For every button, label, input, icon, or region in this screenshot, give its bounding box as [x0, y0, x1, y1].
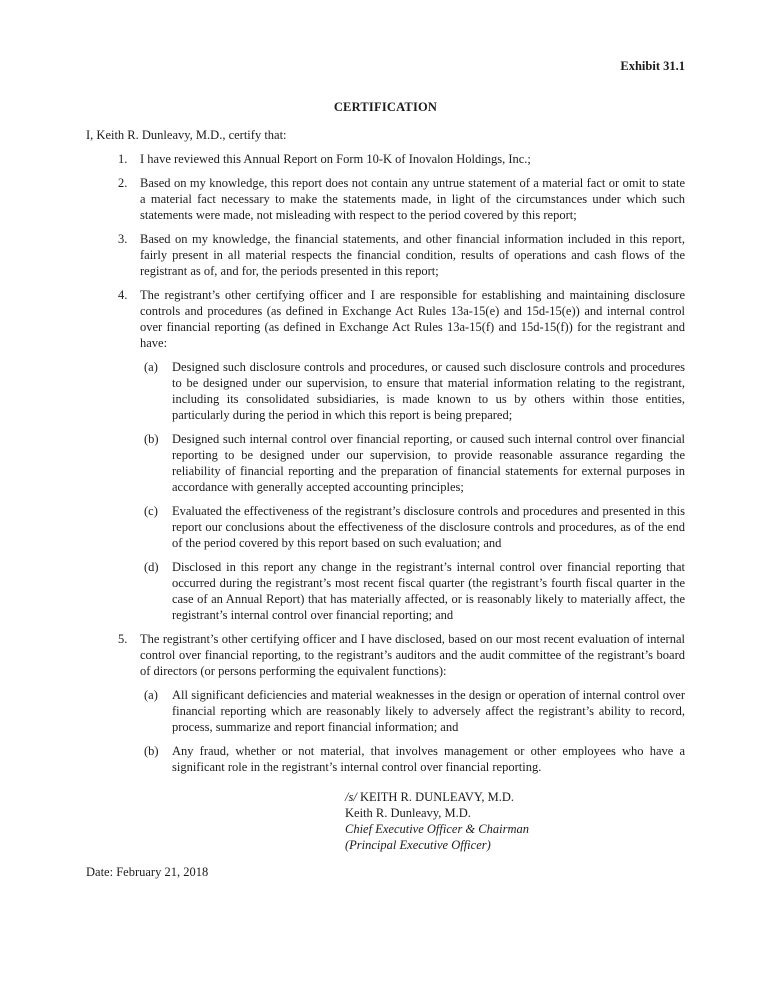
certify-intro-line: I, Keith R. Dunleavy, M.D., certify that:	[86, 128, 287, 142]
list-item-4d-label: (d)	[144, 560, 159, 574]
list-item-1-text: I have reviewed this Annual Report on Form 10-K of Inovalon Holdings, Inc.;	[140, 152, 531, 166]
list-item-4a-label: (a)	[144, 360, 158, 374]
list-item-4c-label: (c)	[144, 504, 158, 518]
signature-sig-line	[345, 789, 685, 805]
list-item-1-number: 1.	[118, 152, 128, 166]
list-item-5	[86, 631, 685, 679]
list-item-4a	[86, 359, 685, 423]
date-line: Date: February 21, 2018	[86, 865, 209, 879]
list-item-5b-label: (b)	[144, 744, 159, 758]
list-item-5-text: The registrant’s other certifying officer and I have disclosed, based on our most recent evaluation of internal control over financial reporting, to the registrant’s auditors and the audit committee of the registrant’s board of directors (or persons performing the equivalent functions):	[140, 632, 685, 678]
list-item-2	[86, 175, 685, 223]
signature-slash-s: /s/	[345, 790, 357, 804]
list-item-5a	[86, 687, 685, 735]
list-item-5a-label: (a)	[144, 688, 158, 702]
list-item-5a-text: All significant deficiencies and material weaknesses in the design or operation of internal control over financial reporting which are reasonably likely to adversely affect the registrant’s ability to record, process, summarize and report financial information; and	[172, 688, 685, 734]
list-item-4b	[86, 431, 685, 495]
signature-block	[345, 789, 685, 853]
list-item-4d-text: Disclosed in this report any change in the registrant’s internal control over financial reporting that occurred during the registrant’s most recent fiscal quarter (the registrant’s fourth fiscal quarter in the case of an Annual Report) that has materially affected, or is reasonably likely to materially affect, the registrant’s internal control over financial reporting; and	[172, 560, 685, 622]
list-item-4c-text: Evaluated the effectiveness of the registrant’s disclosure controls and procedures and presented in this report our conclusions about the effectiveness of the disclosure controls and procedures, as of the end of the period covered by this report based on such evaluation; and	[172, 504, 685, 550]
list-item-5b-text: Any fraud, whether or not material, that involves management or other employees who have a significant role in the registrant’s internal control over financial reporting.	[172, 744, 685, 774]
list-item-4b-label: (b)	[144, 432, 159, 446]
list-item-4b-text: Designed such internal control over financial reporting, or caused such internal control over financial reporting to be designed under our supervision, to provide reasonable assurance regarding the reliability of financial reporting and the preparation of financial statements for external purposes in accordance with generally accepted accounting principles;	[172, 432, 685, 494]
list-item-4c	[86, 503, 685, 551]
list-item-2-text: Based on my knowledge, this report does not contain any untrue statement of a material fact or omit to state a material fact necessary to make the statements made, in light of the circumstances under which such statements were made, not misleading with respect to the period covered by this report;	[140, 176, 685, 222]
document-title: CERTIFICATION	[333, 100, 438, 114]
list-item-3-text: Based on my knowledge, the financial statements, and other financial information included in this report, fairly present in all material respects the financial condition, results of operations and cash flows of the registrant as of, and for, the periods presented in this report;	[140, 232, 685, 278]
signature-printed-name: Keith R. Dunleavy, M.D.	[345, 806, 471, 820]
list-item-3-number: 3.	[118, 232, 128, 246]
list-item-2-number: 2.	[118, 176, 128, 190]
signature-sig-name: KEITH R. DUNLEAVY, M.D.	[356, 790, 514, 804]
list-item-4	[86, 287, 685, 351]
list-item-5-number: 5.	[118, 632, 128, 646]
list-item-5b	[86, 743, 685, 775]
list-item-3	[86, 231, 685, 279]
list-item-1	[86, 151, 685, 167]
exhibit-label: Exhibit 31.1	[620, 59, 685, 73]
list-item-4d	[86, 559, 685, 623]
list-item-4-text: The registrant’s other certifying officer and I are responsible for establishing and maintaining disclosure controls and procedures (as defined in Exchange Act Rules 13a-15(e) and 15d-15(e)) and internal control over financial reporting (as defined in Exchange Act Rules 13a-15(f) and 15d-15(f)) for the registrant and have:	[140, 288, 685, 350]
list-item-4a-text: Designed such disclosure controls and procedures, or caused such disclosure controls and procedures to be designed under our supervision, to ensure that material information relating to the registrant, including its consolidated subsidiaries, is made known to us by others within those entities, particularly during the period in which this report is being prepared;	[172, 360, 685, 422]
list-item-4-number: 4.	[118, 288, 128, 302]
signature-subtitle: (Principal Executive Officer)	[345, 838, 491, 852]
signature-title: Chief Executive Officer & Chairman	[345, 822, 529, 836]
